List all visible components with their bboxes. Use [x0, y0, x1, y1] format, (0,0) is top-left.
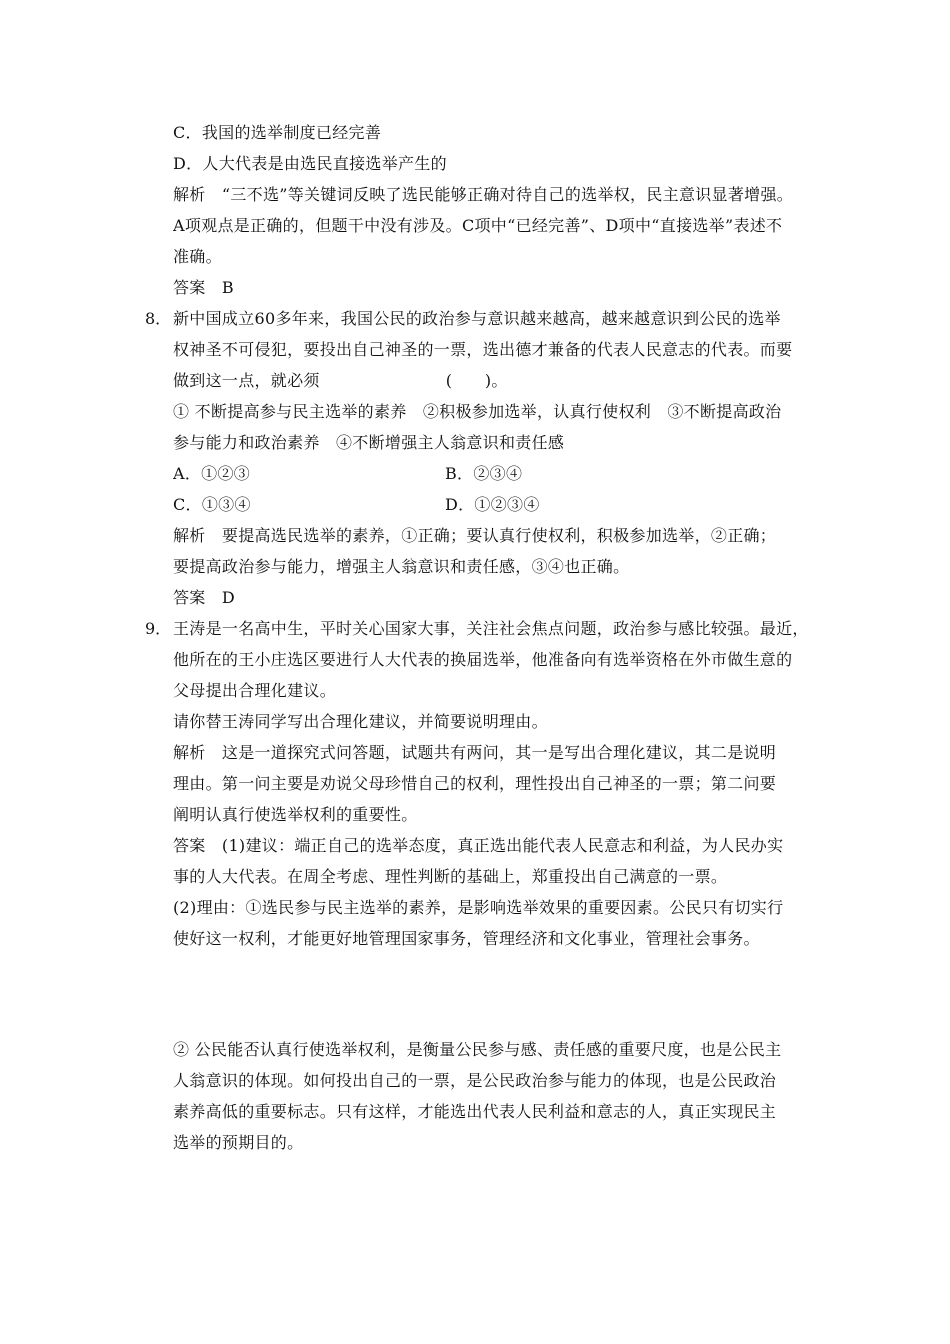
options-row: [173, 489, 813, 520]
question-7-tail: [173, 117, 813, 303]
continuation-line: 选举的预期目的。: [173, 1133, 304, 1152]
answer-line: 答案 B: [173, 278, 234, 297]
continuation-line: 人翁意识的体现。如何投出自己的一票，是公民政治参与能力的体现，也是公民政治: [173, 1071, 777, 1090]
stem-line: 父母提出合理化建议。: [173, 681, 337, 700]
option-b: B．②③④: [445, 464, 523, 483]
analysis-line: 解析 这是一道探究式问答题，试题共有两问，其一是写出合理化建议，其二是说明: [173, 743, 777, 762]
analysis-line: 准确。: [173, 247, 222, 266]
stem-line: [173, 365, 813, 396]
option-c: C．我国的选举制度已经完善: [173, 123, 382, 142]
option-a: A．①②③: [173, 464, 251, 483]
answer-line: 答案 (1)建议：端正自己的选举态度，真正选出能代表人民意志和利益，为人民办实: [173, 836, 784, 855]
analysis-line: 解析 要提高选民选举的素养，①正确；要认真行使权利，积极参加选举，②正确；: [173, 526, 777, 545]
answer-line: 答案 D: [173, 588, 236, 607]
question-number: 9．: [145, 619, 172, 638]
answer-line: 使好这一权利，才能更好地管理国家事务，管理经济和文化事业，管理社会事务。: [173, 929, 760, 948]
analysis-line: A项观点是正确的，但题干中没有涉及。C项中“已经完善”、D项中“直接选举”表述不: [173, 216, 783, 235]
question-8: [145, 303, 813, 613]
answer-blank: ( )。: [445, 371, 508, 390]
stem-line: 新中国成立60多年来，我国公民的政治参与意识越来越高，越来越意识到公民的选举: [173, 309, 781, 328]
answer-continuation: [173, 1034, 813, 1158]
statement-line: 参与能力和政治素养 ④不断增强主人翁意识和责任感: [173, 433, 565, 452]
answer-line: (2)理由：①选民参与民主选举的素养，是影响选举效果的重要因素。公民只有切实行: [173, 898, 784, 917]
stem-line: 王涛是一名高中生，平时关心国家大事，关注社会焦点问题，政治参与感比较强。最近，: [173, 619, 809, 638]
option-d: D．①②③④: [445, 495, 540, 514]
continuation-line: 素养高低的重要标志。只有这样，才能选出代表人民利益和意志的人，真正实现民主: [173, 1102, 777, 1121]
statement-line: ① 不断提高参与民主选举的素养 ②积极参加选举，认真行使权利 ③不断提高政治: [173, 402, 782, 421]
analysis-line: 理由。第一问主要是劝说父母珍惜自己的权利，理性投出自己神圣的一票；第二问要: [173, 774, 777, 793]
stem-text: 做到这一点，就必须: [173, 371, 320, 390]
option-c: C．①③④: [173, 495, 251, 514]
prompt-line: 请你替王涛同学写出合理化建议，并简要说明理由。: [173, 712, 548, 731]
options-row: [173, 458, 813, 489]
answer-line: 事的人大代表。在周全考虑、理性判断的基础上，郑重投出自己满意的一票。: [173, 867, 728, 886]
question-number: 8．: [145, 309, 172, 328]
stem-line: 他所在的王小庄选区要进行人大代表的换届选举，他准备向有选举资格在外市做生意的: [173, 650, 793, 669]
option-d: D．人大代表是由选民直接选举产生的: [173, 154, 447, 173]
analysis-line: 要提高政治参与能力，增强主人翁意识和责任感，③④也正确。: [173, 557, 630, 576]
analysis-line: 阐明认真行使选举权利的重要性。: [173, 805, 418, 824]
continuation-line: ② 公民能否认真行使选举权利，是衡量公民参与感、责任感的重要尺度，也是公民主: [173, 1040, 782, 1059]
analysis-line: 解析 “三不选”等关键词反映了选民能够正确对待自己的选举权，民主意识显著增强。: [173, 185, 794, 204]
stem-line: 权神圣不可侵犯，要投出自己神圣的一票，选出德才兼备的代表人民意志的代表。而要: [173, 340, 793, 359]
question-9: [145, 613, 813, 954]
